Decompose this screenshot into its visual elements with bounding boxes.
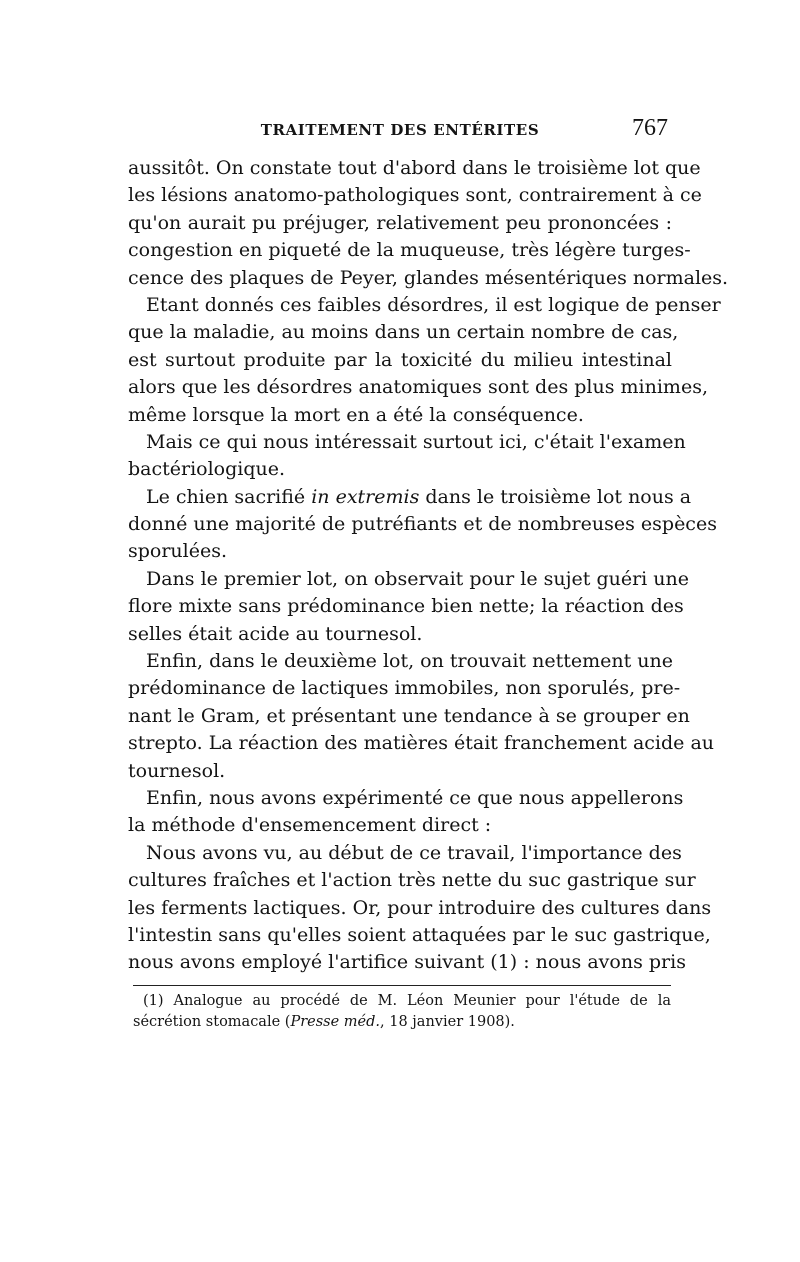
text-line: alors que les désordres anatomiques sont des plus minimes, [128, 376, 708, 399]
footnote-line: (1) Analogue au procédé de M. Léon Meunier pour l'étude de la [143, 993, 671, 1009]
text-line: que la maladie, au moins dans un certain nombre de cas, [128, 321, 679, 344]
text-line: prédominance de lactiques immobiles, non sporulés, pre- [128, 677, 681, 700]
text-line: la méthode d'ensemencement direct : [128, 814, 492, 837]
text-line: qu'on aurait pu préjuger, relativement peu prononcées : [128, 211, 672, 234]
text-line: les lésions anatomo-pathologiques sont, contrairement à ce [128, 184, 702, 207]
text-line: congestion en piqueté de la muqueuse, très légère turges- [128, 239, 691, 262]
text-line: aussitôt. On constate tout d'abord dans le troisième lot que [128, 157, 701, 179]
text-line: tournesol. [128, 759, 226, 782]
text-line: est surtout produite par la toxicité du milieu intestinal [128, 348, 672, 371]
footnote-rule [133, 985, 671, 986]
text-line: les ferments lactiques. Or, pour introduire des cultures dans [128, 896, 712, 919]
text-line: cence des plaques de Peyer, glandes mésentériques normales. [128, 266, 729, 289]
text-line: Enfin, nous avons expérimenté ce que nous appellerons [146, 786, 684, 809]
text-line: même lorsque la mort en a été la conséquence. [128, 403, 584, 426]
text-segment: dans le troisième lot nous a [425, 485, 692, 508]
body-text [128, 155, 729, 977]
text-line: donné une majorité de putréfiants et de nombreuses espèces [128, 513, 717, 536]
page-number: 767 [632, 115, 668, 141]
text-segment: Le chien sacrifié [146, 485, 306, 508]
text-line: selles était acide au tournesol. [128, 622, 423, 645]
text-segment: , 18 janvier 1908). [380, 1014, 515, 1030]
text-line: sporulées. [128, 540, 228, 563]
footnote-line [133, 1012, 671, 1033]
text-line: Nous avons vu, au début de ce travail, l'importance des [146, 841, 682, 864]
text-line: l'intestin sans qu'elles soient attaquées par le suc gastrique, [128, 923, 711, 946]
running-head [130, 115, 670, 145]
text-line [128, 484, 692, 511]
running-title: TRAITEMENT DES ENTÉRITES [260, 121, 540, 139]
italic-phrase: in extremis [311, 485, 420, 508]
text-segment: sécrétion stomacale ( [133, 1014, 291, 1030]
footnote [133, 991, 671, 1033]
text-line: Mais ce qui nous intéressait surtout ici, c'était l'examen [146, 430, 686, 453]
text-line: flore mixte sans prédominance bien nette; la réaction des [128, 595, 684, 618]
text-line: nous avons employé l'artifice suivant (1) : nous avons pris [128, 951, 686, 974]
text-line: bactériologique. [128, 458, 286, 481]
italic-citation: Presse méd. [290, 1014, 381, 1030]
text-line: Enfin, dans le deuxième lot, on trouvait nettement une [146, 650, 673, 673]
text-line: strepto. La réaction des matières était franchement acide au [128, 732, 715, 755]
text-line: cultures fraîches et l'action très nette du suc gastrique sur [128, 869, 696, 892]
text-line: Dans le premier lot, on observait pour le sujet guéri une [146, 567, 690, 590]
text-line: Etant donnés ces faibles désordres, il est logique de penser [146, 293, 721, 316]
text-line: nant le Gram, et présentant une tendance à se grouper en [128, 704, 690, 727]
